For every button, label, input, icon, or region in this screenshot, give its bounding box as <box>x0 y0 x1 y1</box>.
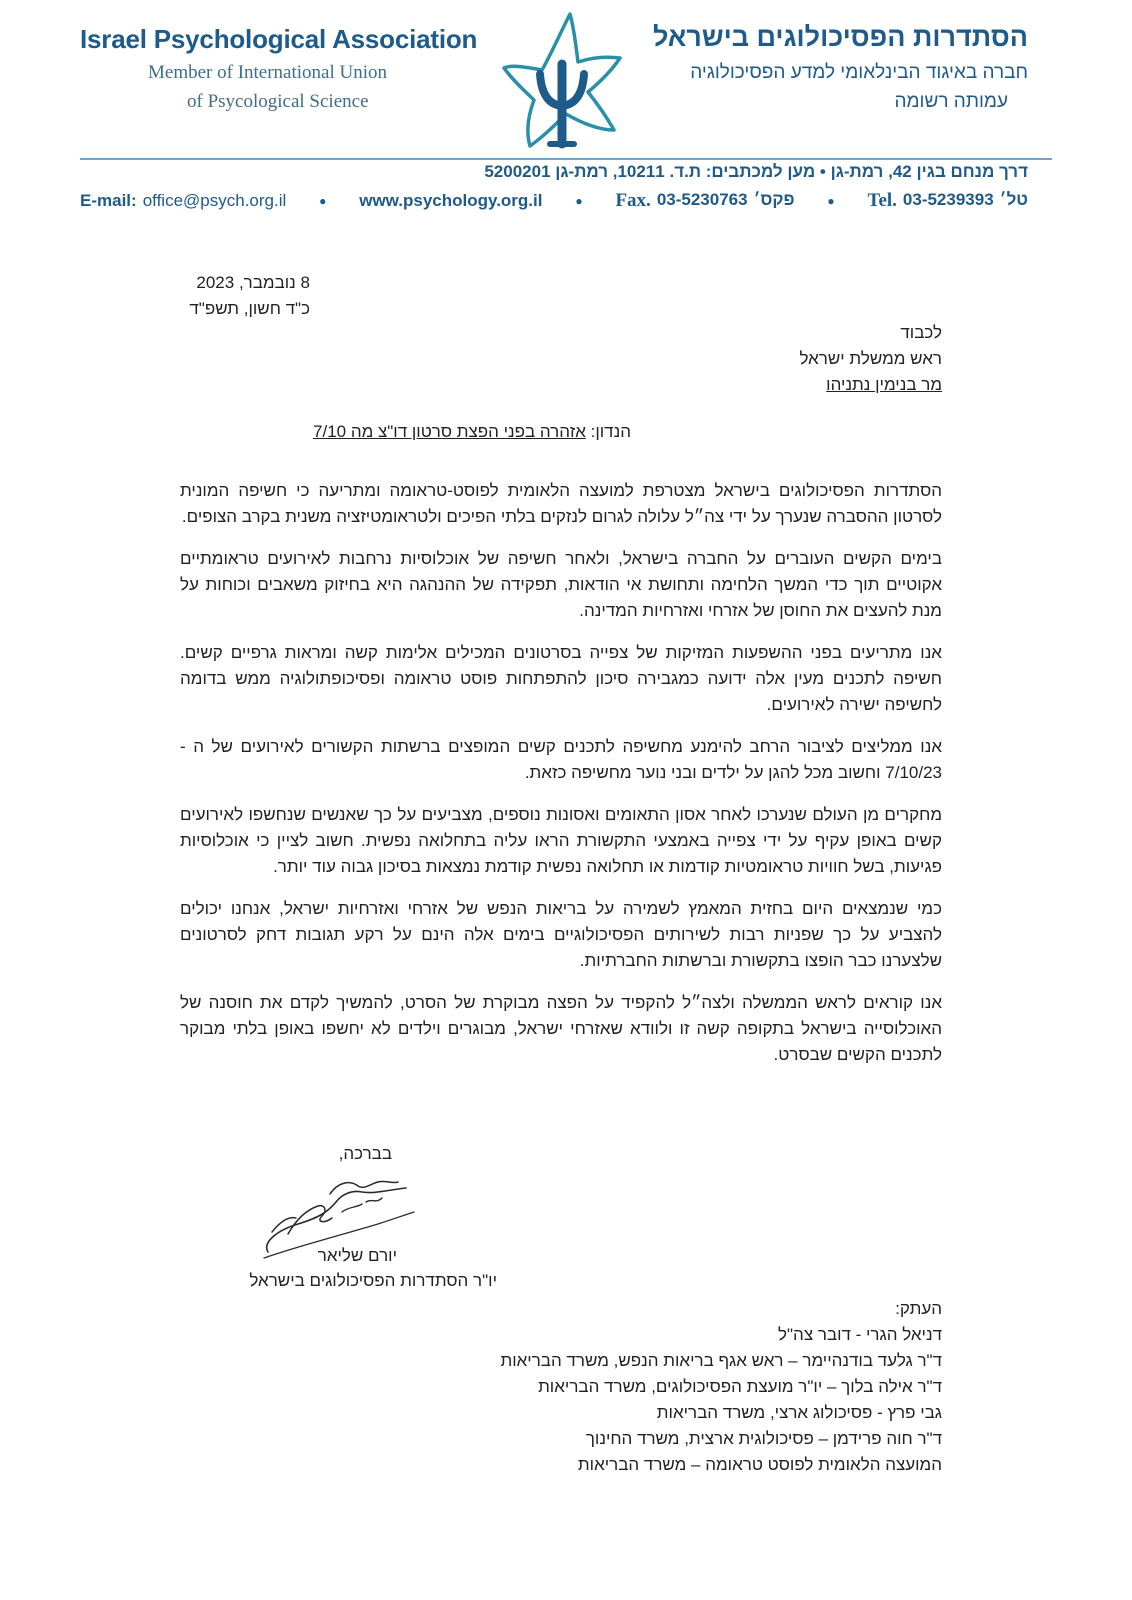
fax-contact <box>615 190 794 212</box>
cc-block <box>500 1296 942 1478</box>
closing-greeting: בברכה, <box>338 1144 392 1163</box>
website-link[interactable] <box>359 191 542 211</box>
phone-number: 03-5239393 <box>902 190 994 209</box>
signer-title: יו"ר הסתדרות הפסיכולוגים בישראל <box>249 1271 497 1290</box>
recipient-name: מר בנימין נתניהו <box>826 375 942 394</box>
letterhead-divider <box>80 158 1052 160</box>
phone-contact <box>868 190 1028 212</box>
separator-dot-icon: ● <box>575 194 583 208</box>
date-gregorian: 8 נובמבר, 2023 <box>196 273 310 292</box>
org-name-hebrew: הסתדרות הפסיכולוגים בישראל <box>652 22 1028 52</box>
body-paragraph: אנו מתריעים בפני ההשפעות המזיקות של צפייה בסרטונים המכילים אלימות קשה ומראות גרפיים קשים. חשיפה לתכנים מעין אלה ידועה כמגבירה סיכון להתפתחות פוסט טראומה ופסיכופתולוגיה ממש בדומה לחשיפה ישירה לאירועים. <box>180 643 942 714</box>
phone-label-en: Tel. <box>867 190 897 211</box>
letter-body <box>180 478 942 1084</box>
org-registered-hebrew: עמותה רשומה <box>894 91 1008 112</box>
postal-address: דרך מנחם בגין 42, רמת-גן • מען למכתבים: ת.ד. 10211, רמת-גן 5200201 <box>484 162 1028 181</box>
body-paragraph: אנו ממליצים לציבור הרחב להימנע מחשיפה לתכנים קשים המופצים ברשתות הקשורים לאירועים של ה - 7/10/23 וחשוב מכל להגן על ילדים ובני נוער מחשיפה כזאת. <box>180 737 942 782</box>
recipient-title: ראש ממשלת ישראל <box>799 349 942 368</box>
date-block <box>150 270 310 322</box>
cc-recipient: גבי פרץ - פסיכולוג ארצי, משרד הבריאות <box>656 1403 942 1422</box>
cc-recipient: דניאל הגרי - דובר צה"ל <box>778 1325 942 1344</box>
separator-dot-icon: ● <box>827 194 835 208</box>
phone-label-he: טל׳ <box>999 190 1028 209</box>
org-membership-line-2: of Psycological Science <box>187 91 369 112</box>
contact-row <box>80 188 1028 214</box>
cc-recipient: ד"ר חוה פרידמן – פסיכולוגית ארצית, משרד החינוך <box>585 1429 942 1448</box>
body-paragraph: מחקרים מן העולם שנערכו לאחר אסון התאומים ואסונות נוספים, מצביעים על כך שאנשים שנחשפו לאירועים קשים באופן עקיף על ידי צפייה באמצעי התקשורת הראו עליה בתחלואה נפשית. חשוב לציין כי אוכלוסיות פגיעות, בשל חוויות טראומטיות קודמות או תחלואה נפשית קודמת נמצאות בסיכון גבוה עוד יותר. <box>180 805 942 876</box>
psi-star-icon <box>500 8 625 153</box>
separator-dot-icon: ● <box>319 194 327 208</box>
subject-text: אזהרה בפני הפצת סרטון דו"צ מה 7/10 <box>313 422 586 441</box>
body-paragraph: בימים הקשים העוברים על החברה בישראל, ולאחר חשיפה של אוכלוסיות נרחבות לאירועים טראומתיים אקוטיים תוך כדי המשך הלחימה ותחושת אי הודאות, תפקידה של ההנהגה היא בחיזוק משאבים וכוחות על מנת להעצים את החוסן של אזרחי ואזרחיות המדינה. <box>180 549 942 620</box>
cc-label: העתק: <box>895 1299 942 1318</box>
subject-line <box>200 419 744 445</box>
signer-name: יורם שליאר <box>317 1246 397 1265</box>
recipient-block <box>799 320 942 398</box>
fax-label-en: Fax. <box>615 190 651 211</box>
date-hebrew: כ"ד חשון, תשפ"ד <box>189 299 310 318</box>
cc-recipient: ד"ר אילה בלוך – יו"ר מועצת הפסיכולוגים, משרד הבריאות <box>538 1377 942 1396</box>
fax-label-he: פקס׳ <box>753 190 795 209</box>
cc-recipient: ד"ר גלעד בודנהיימר – ראש אגף בריאות הנפש, משרד הבריאות <box>500 1351 942 1370</box>
subject-label: הנדון: <box>590 422 631 441</box>
body-paragraph: כמי שנמצאים היום בחזית המאמץ לשמירה על בריאות הנפש של אזרחי ואזרחיות ישראל, אנחנו יכולים להצביע על כך שפניות רבות לשירותים הפסיכולוגיים בימים אלה הינם על רקע תגובות דחק לסרטונים שלצערנו כבר הופצו בתקשורת וברשתות החברתיות. <box>180 899 942 970</box>
body-paragraph: הסתדרות הפסיכולוגים בישראל מצטרפת למועצה הלאומית לפוסט-טראומה ומתריעה כי חשיפה המונית לסרטון ההסברה שנערך על ידי צה״ל עלולה לגרום לנזקים בלתי הפיכים ולטראומטיזציה משנית בקרב הצופים. <box>180 481 942 526</box>
cc-recipient: המועצה הלאומית לפוסט טראומה – משרד הבריאות <box>577 1455 942 1474</box>
website-url[interactable]: www.psychology.org.il <box>359 191 543 210</box>
fax-number: 03-5230763 <box>656 190 748 209</box>
email-label: E-mail: <box>80 191 137 210</box>
recipient-honorific: לכבוד <box>900 323 942 342</box>
org-name-english: Israel Psychological Association <box>80 24 478 54</box>
email-contact[interactable] <box>80 191 286 211</box>
body-paragraph: אנו קוראים לראש הממשלה ולצה״ל להקפיד על הפצה מבוקרת של הסרט, להמשיך לקדם את חוסנה של האוכלוסייה בישראל בתקופה קשה זו ולוודא שאזרחי ישראל, מבוגרים וילדים לא יחשפו באופן בלתי מבוקר לתכנים הקשים שבסרט. <box>180 993 942 1064</box>
org-membership-line-1: Member of International Union <box>148 62 388 83</box>
email-address[interactable]: office@psych.org.il <box>142 191 287 210</box>
org-affiliation-hebrew: חברה באיגוד הבינלאומי למדע הפסיכולוגיה <box>690 62 1028 83</box>
